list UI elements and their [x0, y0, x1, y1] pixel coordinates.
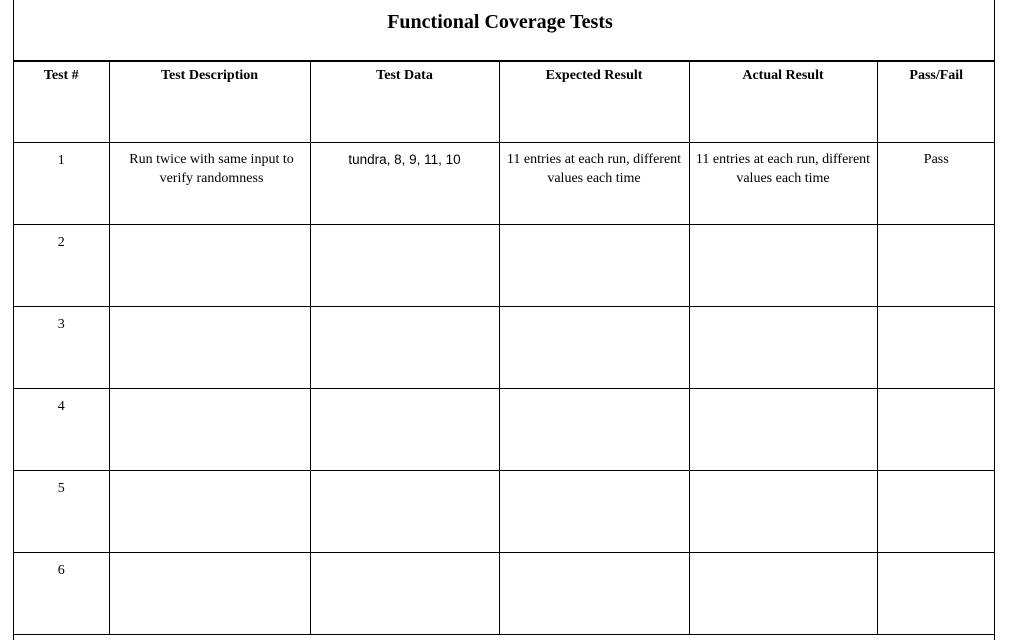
cell-test-number: 1	[14, 143, 109, 225]
table-row	[14, 307, 995, 389]
cell-expected-result	[499, 307, 689, 389]
cell-actual-result	[689, 307, 877, 389]
cell-actual-result: 11 entries at each run, different values each time	[689, 143, 877, 225]
cell-actual-result	[689, 471, 877, 553]
cell-test-number: 4	[14, 389, 109, 471]
cell-description	[109, 225, 310, 307]
cell-test-data	[310, 225, 499, 307]
cell-description	[109, 389, 310, 471]
cell-test-data	[310, 553, 499, 635]
cell-test-data	[310, 389, 499, 471]
header-pass-fail: Pass/Fail	[877, 62, 995, 143]
table-header-row	[14, 62, 995, 143]
cell-test-data	[310, 307, 499, 389]
header-test-description: Test Description	[109, 62, 310, 143]
cell-actual-result	[689, 389, 877, 471]
cell-pass-fail	[877, 471, 995, 553]
cell-expected-result	[499, 553, 689, 635]
header-actual-result: Actual Result	[689, 62, 877, 143]
cell-expected-result	[499, 471, 689, 553]
cell-pass-fail	[877, 307, 995, 389]
cell-expected-result	[499, 225, 689, 307]
cell-description	[109, 471, 310, 553]
cell-pass-fail	[877, 389, 995, 471]
table-row	[14, 553, 995, 635]
cell-actual-result	[689, 225, 877, 307]
cell-description: Run twice with same input to verify randomness	[109, 143, 310, 225]
table-row	[14, 225, 995, 307]
document-page	[13, 0, 995, 640]
cell-test-number: 6	[14, 553, 109, 635]
header-test-number: Test #	[14, 62, 109, 143]
test-table	[14, 61, 995, 635]
table-row	[14, 143, 995, 225]
cell-test-number: 2	[14, 225, 109, 307]
document-title: Functional Coverage Tests	[387, 11, 613, 33]
table-row	[14, 389, 995, 471]
cell-expected-result	[499, 389, 689, 471]
cell-pass-fail: Pass	[877, 143, 995, 225]
cell-test-data	[310, 471, 499, 553]
title-cell	[14, 0, 994, 61]
cell-description	[109, 553, 310, 635]
cell-test-number: 3	[14, 307, 109, 389]
cell-test-data: tundra, 8, 9, 11, 10	[310, 143, 499, 225]
cell-actual-result	[689, 553, 877, 635]
cell-description	[109, 307, 310, 389]
header-expected-result: Expected Result	[499, 62, 689, 143]
header-test-data: Test Data	[310, 62, 499, 143]
cell-pass-fail	[877, 553, 995, 635]
cell-test-number: 5	[14, 471, 109, 553]
table-row	[14, 471, 995, 553]
cell-expected-result: 11 entries at each run, different values each time	[499, 143, 689, 225]
cell-pass-fail	[877, 225, 995, 307]
